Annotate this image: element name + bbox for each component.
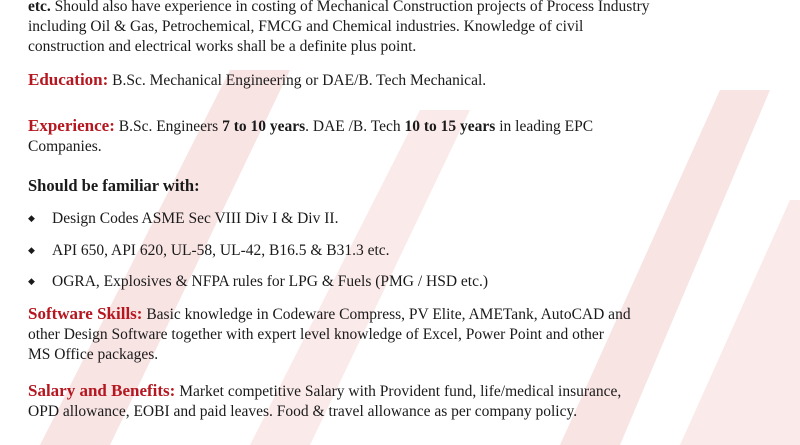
salary-section: [28, 381, 788, 422]
familiar-heading-text: Should be familiar with:: [28, 176, 200, 195]
software-line-1: Basic knowledge in Codeware Compress, PV Elite, AMETank, AutoCAD and: [142, 306, 631, 323]
familiar-list-item: [28, 208, 338, 229]
software-label: Software Skills:: [28, 304, 143, 323]
familiar-item-1: Design Codes ASME Sec VIII Div I & Div II.: [52, 210, 339, 227]
familiar-item-2: API 650, API 620, UL-58, UL-42, B16.5 & B31.3 etc.: [52, 242, 390, 259]
experience-section: [28, 116, 788, 157]
software-line-3: MS Office packages.: [28, 346, 159, 363]
intro-line-2: including Oil & Gas, Petrochemical, FMCG and Chemical industries. Knowledge of civil: [28, 18, 584, 35]
software-section: [28, 304, 788, 365]
salary-line-2: OPD allowance, EOBI and paid leaves. Food & travel allowance as per company policy.: [28, 403, 578, 420]
experience-text-1: B.Sc. Engineers: [114, 118, 223, 135]
education-section: [28, 70, 788, 91]
diamond-bullet-icon: ◆: [28, 213, 35, 223]
diamond-bullet-icon: ◆: [28, 245, 35, 255]
software-line-2: other Design Software together with expert level knowledge of Excel, Power Point and other: [28, 326, 604, 343]
salary-line-1: Market competitive Salary with Provident fund, life/medical insurance,: [175, 383, 622, 400]
salary-label: Salary and Benefits:: [28, 381, 176, 400]
experience-dae-years: 10 to 15 years: [404, 118, 496, 135]
experience-label: Experience:: [28, 116, 115, 135]
experience-line-2: Companies.: [28, 138, 102, 155]
familiar-heading: [28, 176, 788, 196]
experience-text-3: in leading EPC: [495, 118, 594, 135]
intro-bold-etc: etc.: [28, 0, 51, 15]
familiar-item-3: OGRA, Explosives & NFPA rules for LPG & Fuels (PMG / HSD etc.): [52, 273, 489, 290]
familiar-list-item: [28, 271, 488, 292]
education-label: Education:: [28, 70, 109, 89]
familiar-list-item: [28, 240, 390, 261]
experience-bsc-years: 7 to 10 years: [222, 118, 306, 135]
intro-line-1: Should also have experience in costing of Mechanical Construction projects of Process Industry: [50, 0, 650, 15]
education-text: B.Sc. Mechanical Engineering or DAE/B. Tech Mechanical.: [108, 72, 487, 89]
diamond-bullet-icon: ◆: [28, 276, 35, 286]
experience-text-2: . DAE /B. Tech: [305, 118, 405, 135]
intro-paragraph: [28, 0, 788, 57]
intro-line-3: construction and electrical works shall be a definite plus point.: [28, 38, 417, 55]
